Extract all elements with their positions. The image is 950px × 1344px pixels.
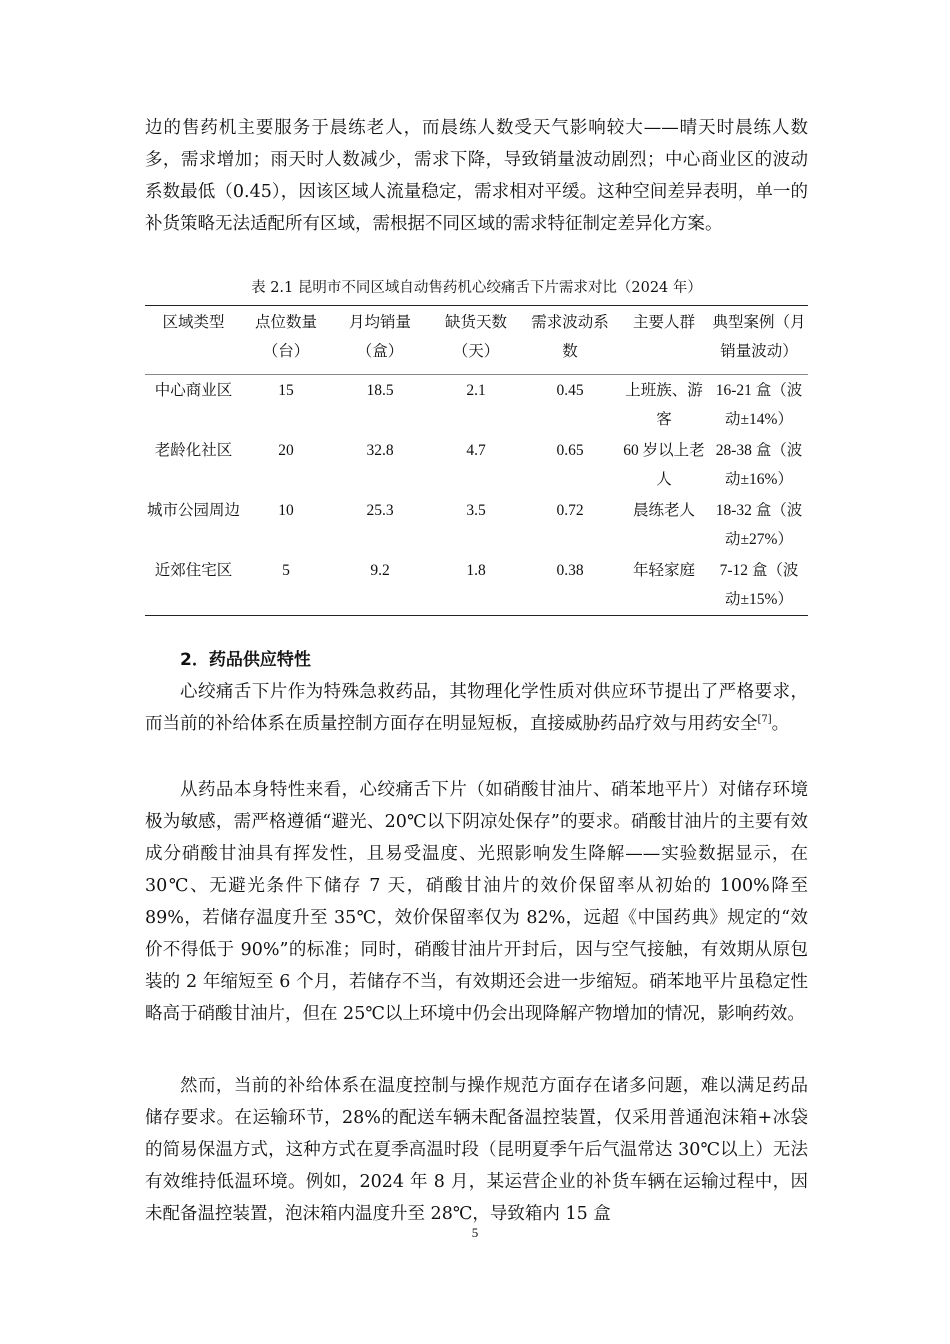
table-cell: 3.5 — [466, 502, 486, 519]
table-cell: 晨练老人 — [632, 502, 695, 519]
table-cell: 16-21 盒（波动±14%） — [715, 382, 803, 428]
table-cell: 0.65 — [556, 442, 584, 459]
table-row — [145, 375, 808, 436]
paragraph-end: 。 — [771, 714, 790, 734]
table-cell: 0.45 — [556, 382, 584, 399]
table-cell: 18-32 盒（波动±27%） — [715, 502, 803, 548]
column-header: 点位数量（台） — [242, 306, 330, 375]
table-row — [145, 555, 808, 615]
table-cell: 年轻家庭 — [632, 562, 695, 579]
paragraph-supply-problems: 然而，当前的补给体系在温度控制与操作规范方面存在诸多问题，难以满足药品储存要求。在运输环节，28%的配送车辆未配备温控装置，仅采用普通泡沫箱+冰袋的简易保温方式，这种方式在夏季高温时段（昆明夏季午后气温常达 30℃以上）无法有效维持低温环境。例如，2024 年 8 月，某运营企业的补货车辆在运输过程中，因未配备温控装置，泡沫箱内温度升至 28℃，导致箱内 15 盒 — [145, 1076, 808, 1224]
table-header-row — [145, 306, 808, 375]
table-cell: 20 — [278, 442, 294, 459]
paragraph-drug-properties: 从药品本身特性来看，心绞痛舌下片（如硝酸甘油片、硝苯地平片）对储存环境极为敏感，需严格遵循“避光、20℃以下阴凉处保存”的要求。硝酸甘油片的主要有效成分硝酸甘油具有挥发性，且易受温度、光照影响发生降解——实验数据显示，在 30℃、无避光条件下储存 7 天，硝酸甘油片的效价保留率从初始的 100%降至 89%，若储存温度升至 35℃，效价保留率仅为 82%，远超《中国药典》规定的“效价不得低于 90%”的标准；同时，硝酸甘油片开封后，因与空气接触，有效期从原包装的 2 年缩短至 6 个月，若储存不当，有效期还会进一步缩短。硝苯地平片虽稳定性略高于硝酸甘油片，但在 25℃以上环境中仍会出现降解产物增加的情况，影响药效。 — [145, 780, 808, 1024]
table-cell: 4.7 — [466, 442, 486, 459]
table-cell: 城市公园周边 — [147, 502, 241, 519]
paragraph-supply-intro — [145, 676, 808, 740]
table-cell: 60 岁以上老人 — [623, 442, 705, 488]
table-cell: 28-38 盒（波动±16%） — [715, 442, 803, 488]
table-cell: 32.8 — [366, 442, 394, 459]
column-header: 月均销量（盒） — [330, 306, 430, 375]
paragraph-text: 心绞痛舌下片作为特殊急救药品，其物理化学性质对供应环节提出了严格要求，而当前的补给体系在质量控制方面存在明显短板，直接威胁药品疗效与用药安全 — [145, 682, 808, 734]
table-row — [145, 495, 808, 555]
column-header: 需求波动系数 — [522, 306, 618, 375]
paragraph-spatial-difference: 边的售药机主要服务于晨练老人，而晨练人数受天气影响较大——晴天时晨练人数多，需求增加；雨天时人数减少，需求下降，导致销量波动剧烈；中心商业区的波动系数最低（0.45），因该区域人流量稳定，需求相对平缓。这种空间差异表明，单一的补货策略无法适配所有区域，需根据不同区域的需求特征制定差异化方案。 — [145, 118, 808, 234]
table-cell: 上班族、游客 — [625, 382, 703, 428]
table-row — [145, 435, 808, 495]
table-cell: 2.1 — [466, 382, 486, 399]
table-cell: 9.2 — [370, 562, 390, 579]
table-cell: 近郊住宅区 — [154, 562, 233, 579]
citation-reference: [7] — [757, 714, 772, 726]
table-cell: 5 — [282, 562, 290, 579]
column-header: 区域类型 — [145, 306, 242, 375]
column-header: 典型案例（月销量波动） — [710, 306, 808, 375]
table-cell: 0.38 — [556, 562, 584, 579]
table-cell: 0.72 — [556, 502, 584, 519]
table-cell: 25.3 — [366, 502, 394, 519]
page-number: 5 — [471, 1225, 479, 1240]
section-heading: 2．药品供应特性 — [180, 650, 311, 670]
table-cell: 7-12 盒（波动±15%） — [719, 562, 799, 608]
column-header: 缺货天数（天） — [430, 306, 522, 375]
table-cell: 18.5 — [366, 382, 394, 399]
demand-comparison-table — [145, 305, 808, 616]
table-caption: 表 2.1 昆明市不同区域自动售药机心绞痛舌下片需求对比（2024 年） — [251, 280, 702, 296]
table-cell: 1.8 — [466, 562, 486, 579]
column-header: 主要人群 — [618, 306, 710, 375]
table-cell: 中心商业区 — [154, 382, 233, 399]
table-cell: 10 — [278, 502, 294, 519]
table-cell: 老龄化社区 — [154, 442, 233, 459]
table-cell: 15 — [278, 382, 294, 399]
